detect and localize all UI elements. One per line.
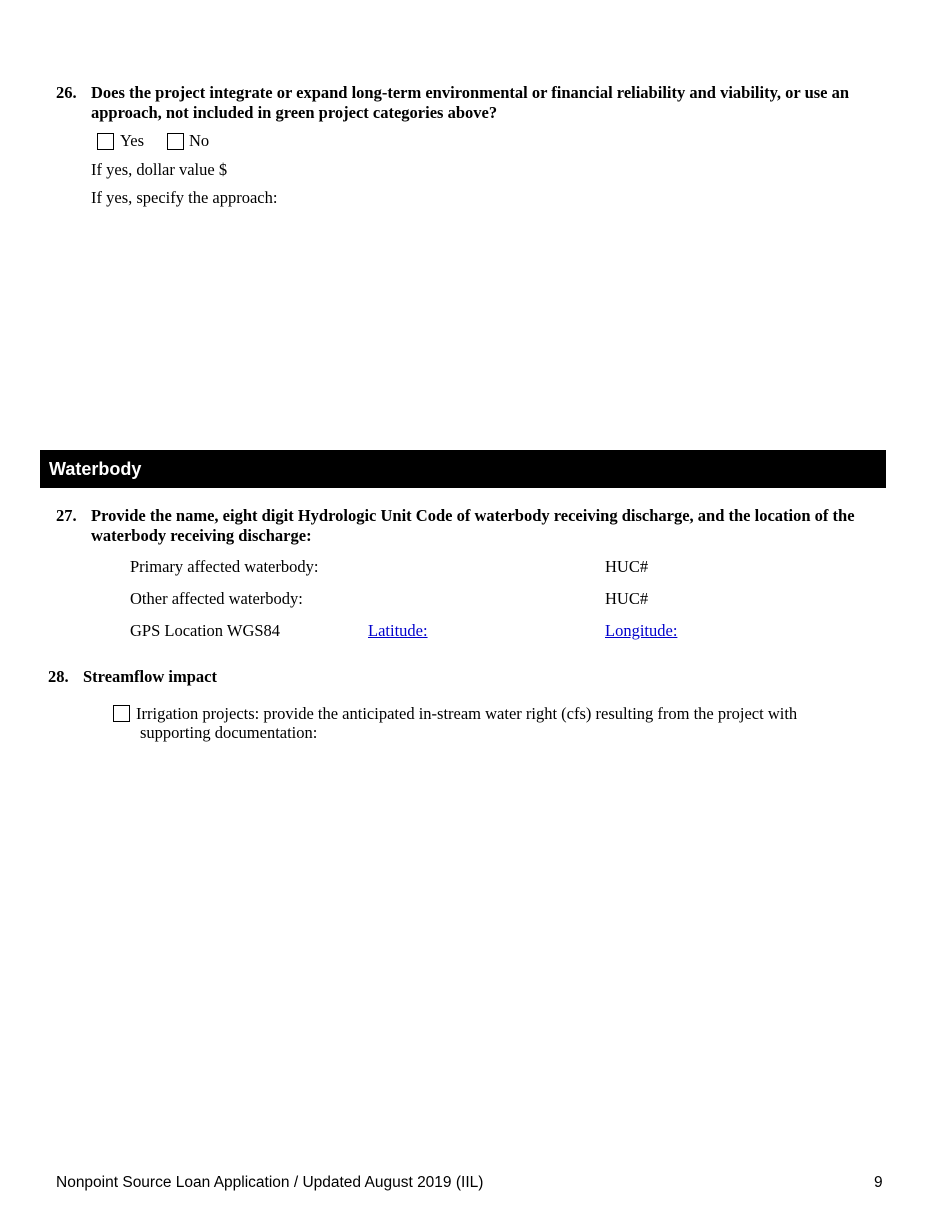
irrigation-label-line1: Irrigation projects: provide the anticipated in-stream water right (cfs) resulting from the project with	[136, 704, 798, 723]
q26-no-label: No	[189, 131, 210, 150]
q26-text: Does the project integrate or expand long-term environmental or financial reliability and viability, or use an approach, not included in green project categories above?	[91, 83, 850, 122]
section-header-waterbody: Waterbody	[40, 450, 886, 488]
other-huc-field[interactable]	[655, 589, 855, 609]
q26-no-checkbox[interactable]	[167, 133, 184, 150]
q26-approach-field[interactable]	[91, 210, 881, 430]
other-waterbody-label: Other affected waterbody:	[130, 589, 303, 608]
q26-options	[97, 131, 209, 151]
irrigation-checkbox[interactable]	[113, 705, 130, 722]
primary-huc-label: HUC#	[605, 557, 649, 576]
q26-number: 26.	[56, 83, 77, 102]
q26-dollar-label: If yes, dollar value $	[91, 160, 228, 179]
q28-number: 28.	[48, 667, 69, 686]
irrigation-response-field[interactable]	[136, 748, 876, 1128]
q26-approach-label: If yes, specify the approach:	[91, 188, 278, 207]
longitude-link[interactable]: Longitude:	[605, 621, 678, 640]
q27-number: 27.	[56, 506, 77, 525]
latitude-link[interactable]: Latitude:	[368, 621, 428, 640]
primary-waterbody-field[interactable]	[330, 557, 590, 577]
gps-location-label: GPS Location WGS84	[130, 621, 281, 640]
q26-dollar-field[interactable]	[236, 160, 536, 180]
primary-waterbody-label: Primary affected waterbody:	[130, 557, 319, 576]
page-number: 9	[874, 1174, 883, 1191]
q28-title: Streamflow impact	[83, 667, 217, 686]
q26-yes-label: Yes	[120, 131, 145, 150]
irrigation-label-line2: supporting documentation:	[140, 723, 318, 742]
footer-text: Nonpoint Source Loan Application / Updated August 2019 (IIL)	[56, 1174, 484, 1191]
other-huc-label: HUC#	[605, 589, 649, 608]
other-waterbody-field[interactable]	[315, 589, 590, 609]
primary-huc-field[interactable]	[655, 557, 855, 577]
q26-yes-checkbox[interactable]	[97, 133, 114, 150]
q27-text: Provide the name, eight digit Hydrologic Unit Code of waterbody receiving discharge, and the location of the waterbody receiving discharge:	[91, 506, 855, 545]
